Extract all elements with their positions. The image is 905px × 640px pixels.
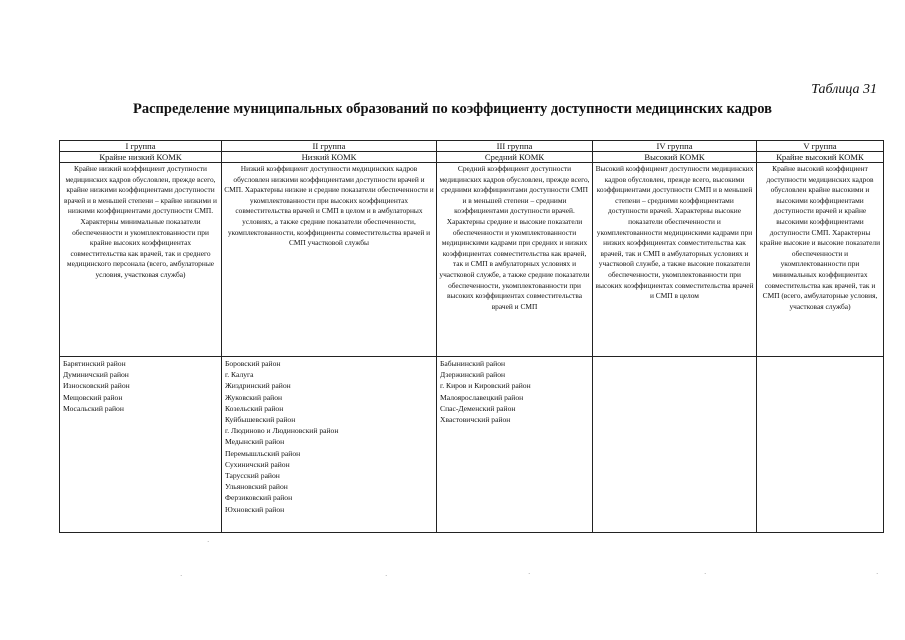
group-level: Крайне высокий КОМК [757,152,884,163]
district-name: Барятинский район [63,359,126,368]
district-name: Ульяновский район [225,482,288,492]
scan-speck: · [704,570,707,578]
district-name: г. Киров и Кировский район [440,381,531,391]
district-name: Бабынинский район [440,359,506,368]
district-name: Малоярославецкий район [440,392,524,402]
distribution-table [59,140,884,533]
district-name: Медынский район [225,437,285,447]
district-name: Перемышльский район [225,448,301,458]
group-description: Средний коэффициент доступности медицинских кадров обусловлен, прежде всего, средними коэффициентами доступности СМП и в меньшей степени – средними коэффициентами доступности врачей. Характерны средние и высокие показатели обеспеченности и укомплектованности медицинскими кадрами при средних и низких коэффициентах совместительства как врачей, так и СМП в амбулаторных условиях и участковой службе, а также средние показатели обеспеченности, укомплектованности при высоких коэффициентах совместительства врачей и СМП [439,164,590,311]
district-name: Спас-Деменский район [440,403,516,413]
scan-speck: · [385,572,388,580]
district-list [60,357,222,533]
district-name: Сухиничский район [225,459,290,469]
group-description-cell [593,163,757,357]
group-level: Средний КОМК [437,152,593,163]
table-number: Таблица 31 [811,82,877,97]
district-name: Думиничский район [63,370,129,380]
group-name: I группа [60,141,222,152]
group-name: II группа [222,141,437,152]
group-level: Высокий КОМК [593,152,757,163]
page-title: Распределение муниципальных образований по коэффициенту доступности медицинских кадров [133,101,772,117]
district-name: г. Людиново и Людиновский район [225,426,339,436]
group-description: Низкий коэффициент доступности медицинских кадров обусловлен низкими коэффициентами доступности врачей и СМП. Характерны низкие и средние показатели обеспеченности и укомплектованности при высоких коэффициентах совместительства врачей и СМП в целом и в амбулаторных условиях, а также средние показатели обеспеченности, укомплектованности, коэффициенты совместительства врачей и СМП участковой службы [224,164,434,248]
district-name: Жуковский район [225,392,283,402]
district-name: Износковский район [63,381,130,391]
scan-speck: · [528,570,531,578]
group-description-cell [437,163,593,357]
district-list [222,357,437,533]
district-name: Боровский район [225,359,281,368]
group-name: III группа [437,141,593,152]
district-name: Мосальский район [63,403,124,413]
group-level: Крайне низкий КОМК [60,152,222,163]
group-description-cell [222,163,437,357]
group-header-row [60,141,884,152]
group-description: Высокий коэффициент доступности медицинских кадров обусловлен, прежде всего, высокими коэффициентами доступности СМП и в меньшей степени – средними коэффициентами доступности врачей. Характерны высокие показатели обеспеченности и укомплектованности медицинскими кадрами при низких коэффициентах совместительства как врачей, так и СМП в амбулаторных условиях и участковой службе, а также высокие показатели обеспеченности, укомплектованности при высоких коэффициентах совместительства врачей и СМП в целом [595,164,754,301]
district-name: Мещовский район [63,392,123,402]
group-level: Низкий КОМК [222,152,437,163]
district-name: Юхновский район [225,504,285,514]
group-description: Крайне низкий коэффициент доступности медицинских кадров обусловлен, прежде всего, крайне низкими коэффициентами доступности врачей и в меньшей степени – крайне низкими и низкими коэффициентами доступности СМП. Характерны минимальные показатели обеспеченности и укомплектованности при крайне высоких коэффициентах совместительства как врачей, так и среднего медицинского персонала (всего, амбулаторные условия, участковая служба) [64,164,217,279]
description-row [60,163,884,357]
group-name: V группа [757,141,884,152]
district-list [593,357,757,533]
scan-speck: · [180,572,183,580]
district-name: г. Калуга [225,370,254,380]
district-name: Ферзиковский район [225,493,293,503]
group-description-cell [60,163,222,357]
level-header-row [60,152,884,163]
group-description: Крайне высокий коэффициент доступности медицинских кадров обусловлен крайне высокими и высокими коэффициентами доступности врачей и крайне высокими коэффициентами доступности СМП. Характерны крайне высокие и высокие показатели обеспеченности и укомплектованности при минимальных коэффициентах совместительства как врачей, так и СМП (всего, амбулаторные условия, участковая служба) [759,164,881,311]
scan-speck: · [876,570,879,578]
district-list [757,357,884,533]
districts-row [60,357,884,533]
group-name: IV группа [593,141,757,152]
scan-speck: · [207,538,210,546]
district-name: Тарусский район [225,471,280,481]
district-name: Дзержинский район [440,370,506,380]
district-list [437,357,593,533]
district-name: Куйбышевский район [225,415,296,425]
district-name: Хвастовичский район [440,415,511,425]
district-name: Козельский район [225,403,284,413]
group-description-cell [757,163,884,357]
district-name: Жиздринский район [225,381,291,391]
